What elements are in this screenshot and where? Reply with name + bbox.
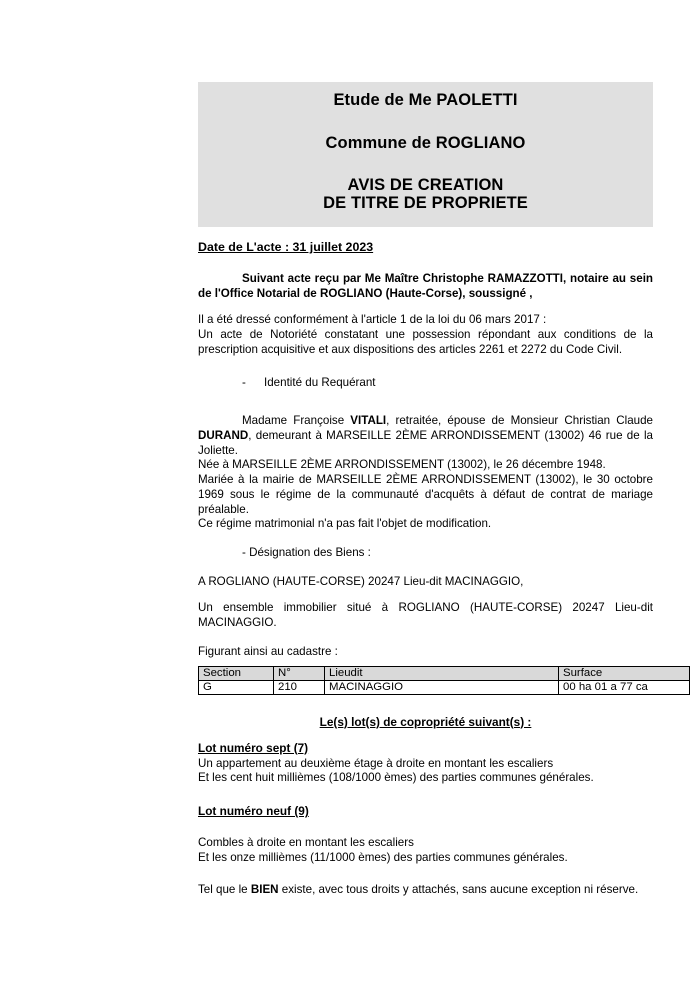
column-header-surface: Surface <box>559 666 690 680</box>
lots-section-title-text: Le(s) lot(s) de copropriété suivant(s) : <box>319 714 532 729</box>
lot-1-line-2: Et les cent huit millièmes (108/1000 èmes) des parties communes générales. <box>198 771 594 785</box>
spacer-before-closing <box>198 865 653 883</box>
header-notice-title-line1: AVIS DE CREATION <box>347 176 504 194</box>
identity-heading-row <box>198 376 653 391</box>
cell-numero: 210 <box>274 680 325 694</box>
cadastre-table-head <box>199 666 690 680</box>
identity-person-suffix: , demeurant à MARSEILLE 2ÈME ARRONDISSEMENT (13002) 46 rue de la Joliette. <box>198 428 653 457</box>
identity-birth-line: Née à MARSEILLE 2ÈME ARRONDISSEMENT (13002), le 26 décembre 1948. <box>198 458 606 472</box>
identity-person-paragraph <box>198 414 653 458</box>
document-header-block <box>198 82 653 227</box>
designation-ensemble-paragraph: Un ensemble immobilier situé à ROGLIANO (HAUTE-CORSE) 20247 Lieu-dit MACINAGGIO. <box>198 601 653 630</box>
closing-suffix: existe, avec tous droits y attachés, sans aucune exception ni réserve. <box>278 883 639 897</box>
header-notice-title-line2: DE TITRE DE PROPRIETE <box>323 194 528 213</box>
spacer-before-cadastre-intro <box>198 631 653 645</box>
document-page <box>198 0 653 989</box>
cell-lieudit: MACINAGGIO <box>325 680 559 694</box>
header-commune-title: Commune de ROGLIANO <box>325 133 526 152</box>
identity-dash: - <box>242 375 246 389</box>
designation-address-line: A ROGLIANO (HAUTE-CORSE) 20247 Lieu-dit MACINAGGIO, <box>198 574 524 588</box>
identity-heading: Identité du Requérant <box>264 375 376 389</box>
cadastre-intro-line: Figurant ainsi au cadastre : <box>198 644 338 658</box>
closing-prefix: Tel que le <box>198 883 251 897</box>
intro-bold-paragraph: Suivant acte reçu par Me Maître Christophe RAMAZZOTTI, notaire au sein de l'Office Notarial de ROGLIANO (Haute-Corse), soussigné , <box>198 271 653 300</box>
spacer-after-table <box>198 695 653 715</box>
cadastre-table <box>198 666 690 695</box>
lot-2-heading-row <box>198 802 653 820</box>
identity-person-prefix: Madame Françoise <box>242 414 351 428</box>
spacer-after-intro-bold <box>198 301 653 313</box>
spacer-after-designation-heading <box>198 561 653 575</box>
identity-person-name: VITALI <box>350 414 387 428</box>
spacer-after-date <box>198 256 653 272</box>
table-row <box>199 680 690 694</box>
intro-notoriete-paragraph: Un acte de Notoriété constatant une possession répondant aux conditions de la prescription acquisitive et aux dispositions des articles 2261 et 2272 du Code Civil. <box>198 328 653 356</box>
spacer-after-identity-heading <box>198 390 653 414</box>
date-acte-wrapper <box>198 227 653 256</box>
lot-1-heading-row <box>198 739 653 757</box>
spacer-after-lots-title <box>198 729 653 739</box>
identity-person-mid: , retraitée, épouse de Monsieur Christian Claude <box>386 414 654 428</box>
header-office-title: Etude de Me PAOLETTI <box>333 91 518 109</box>
intro-article-line: Il a été dressé conformément à l'article 1 de la loi du 06 mars 2017 : <box>198 313 547 327</box>
lot-2-line-1: Combles à droite en montant les escaliers <box>198 836 414 850</box>
column-header-numero: N° <box>274 666 325 680</box>
identity-marriage-paragraph: Mariée à la mairie de MARSEILLE 2ÈME ARRONDISSEMENT (13002), le 30 octobre 1969 sous le régime de la communauté d'acquêts à défaut de contrat de mariage préalable. <box>198 473 653 516</box>
lots-section-title <box>198 715 653 729</box>
designation-heading: - Désignation des Biens : <box>242 546 371 559</box>
lot-item-2 <box>198 802 653 865</box>
lot-1-heading: Lot numéro sept (7) <box>198 740 309 755</box>
column-header-lieudit: Lieudit <box>325 666 559 680</box>
lot-1-line-1: Un appartement au deuxième étage à droite en montant les escaliers <box>198 756 554 770</box>
cell-section: G <box>199 680 274 694</box>
cadastre-table-body <box>199 680 690 694</box>
table-header-row <box>199 666 690 680</box>
date-acte: Date de L'acte : 31 juillet 2023 <box>198 239 374 254</box>
spacer-after-lot-2-heading <box>198 820 653 836</box>
header-gap-1 <box>198 109 653 135</box>
header-gap-2 <box>198 151 653 176</box>
identity-spouse-name: DURAND <box>198 428 249 442</box>
lot-2-line-2: Et les onze millièmes (11/1000 èmes) des parties communes générales. <box>198 850 568 864</box>
cell-surface: 00 ha 01 a 77 ca <box>559 680 690 694</box>
closing-paragraph <box>198 883 653 898</box>
spacer-after-address <box>198 589 653 601</box>
identity-regime-line: Ce régime matrimonial n'a pas fait l'objet de modification. <box>198 517 492 531</box>
closing-bien-keyword: BIEN <box>250 883 279 897</box>
lot-2-heading: Lot numéro neuf (9) <box>198 804 309 819</box>
column-header-section: Section <box>199 666 274 680</box>
spacer-before-designation <box>198 532 653 546</box>
lot-item-1 <box>198 739 653 786</box>
spacer-before-identity <box>198 358 653 376</box>
spacer-between-lots <box>198 786 653 802</box>
